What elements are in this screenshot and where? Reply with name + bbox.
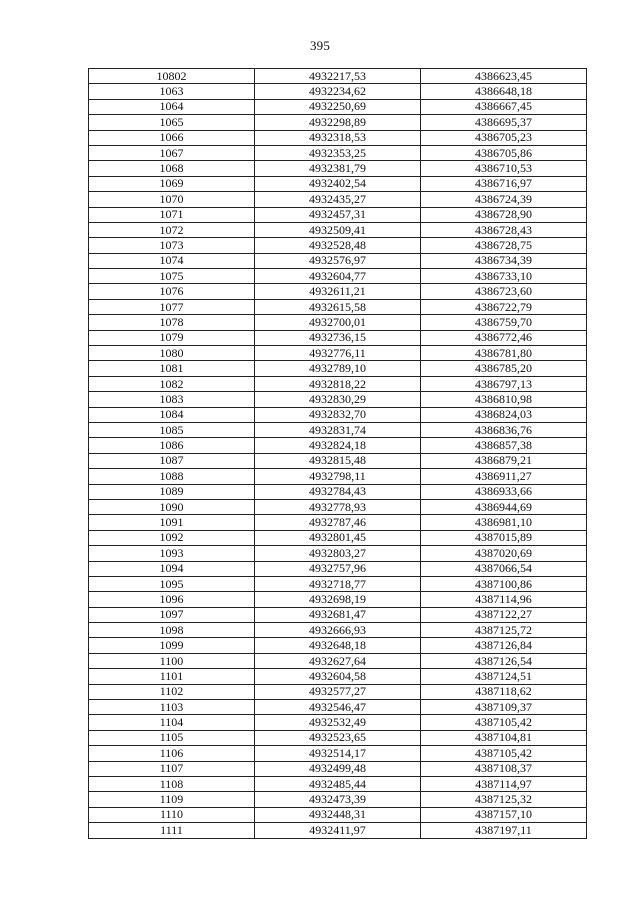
point-number-cell: 1111 [89, 823, 255, 838]
table-row [89, 592, 587, 607]
point-number-cell: 1079 [89, 330, 255, 345]
y-coordinate-cell: 4386667,45 [421, 99, 587, 114]
point-number-cell: 1082 [89, 376, 255, 391]
x-coordinate-cell: 4932577,27 [255, 684, 421, 699]
point-number-cell: 1068 [89, 161, 255, 176]
point-number-cell: 1084 [89, 407, 255, 422]
y-coordinate-cell: 4386710,53 [421, 161, 587, 176]
y-coordinate-cell: 4386981,10 [421, 515, 587, 530]
table-row [89, 761, 587, 776]
table-row [89, 299, 587, 314]
x-coordinate-cell: 4932509,41 [255, 222, 421, 237]
table-row [89, 161, 587, 176]
table-row [89, 361, 587, 376]
point-number-cell: 1063 [89, 84, 255, 99]
table-row [89, 823, 587, 838]
point-number-cell: 1109 [89, 792, 255, 807]
y-coordinate-cell: 4386734,39 [421, 253, 587, 268]
y-coordinate-cell: 4386722,79 [421, 299, 587, 314]
point-number-cell: 1107 [89, 761, 255, 776]
x-coordinate-cell: 4932435,27 [255, 192, 421, 207]
point-number-cell: 1101 [89, 669, 255, 684]
x-coordinate-cell: 4932381,79 [255, 161, 421, 176]
table-row [89, 99, 587, 114]
y-coordinate-cell: 4387066,54 [421, 561, 587, 576]
table-row [89, 792, 587, 807]
point-number-cell: 1097 [89, 607, 255, 622]
point-number-cell: 1110 [89, 807, 255, 822]
coordinates-table-body [89, 69, 587, 839]
y-coordinate-cell: 4387126,54 [421, 653, 587, 668]
table-row [89, 530, 587, 545]
x-coordinate-cell: 4932648,18 [255, 638, 421, 653]
table-row [89, 253, 587, 268]
x-coordinate-cell: 4932831,74 [255, 422, 421, 437]
y-coordinate-cell: 4386705,86 [421, 145, 587, 160]
point-number-cell: 1075 [89, 269, 255, 284]
y-coordinate-cell: 4386836,76 [421, 422, 587, 437]
x-coordinate-cell: 4932815,48 [255, 453, 421, 468]
y-coordinate-cell: 4387015,89 [421, 530, 587, 545]
y-coordinate-cell: 4386695,37 [421, 115, 587, 130]
x-coordinate-cell: 4932611,21 [255, 284, 421, 299]
table-row [89, 484, 587, 499]
table-row [89, 638, 587, 653]
y-coordinate-cell: 4386733,10 [421, 269, 587, 284]
y-coordinate-cell: 4386911,27 [421, 469, 587, 484]
point-number-cell: 1102 [89, 684, 255, 699]
x-coordinate-cell: 4932776,11 [255, 346, 421, 361]
x-coordinate-cell: 4932615,58 [255, 299, 421, 314]
table-row [89, 623, 587, 638]
table-row [89, 669, 587, 684]
y-coordinate-cell: 4386728,43 [421, 222, 587, 237]
x-coordinate-cell: 4932473,39 [255, 792, 421, 807]
point-number-cell: 1083 [89, 392, 255, 407]
x-coordinate-cell: 4932499,48 [255, 761, 421, 776]
table-row [89, 653, 587, 668]
table-row [89, 807, 587, 822]
y-coordinate-cell: 4386728,90 [421, 207, 587, 222]
point-number-cell: 1078 [89, 315, 255, 330]
point-number-cell: 1096 [89, 592, 255, 607]
x-coordinate-cell: 4932250,69 [255, 99, 421, 114]
x-coordinate-cell: 4932448,31 [255, 807, 421, 822]
y-coordinate-cell: 4386785,20 [421, 361, 587, 376]
y-coordinate-cell: 4387105,42 [421, 746, 587, 761]
table-row [89, 130, 587, 145]
point-number-cell: 1104 [89, 715, 255, 730]
table-row [89, 69, 587, 84]
y-coordinate-cell: 4386879,21 [421, 453, 587, 468]
y-coordinate-cell: 4387124,51 [421, 669, 587, 684]
x-coordinate-cell: 4932830,29 [255, 392, 421, 407]
table-row [89, 515, 587, 530]
table-row [89, 376, 587, 391]
table-row [89, 576, 587, 591]
point-number-cell: 1086 [89, 438, 255, 453]
point-number-cell: 1089 [89, 484, 255, 499]
point-number-cell: 1067 [89, 145, 255, 160]
table-row [89, 269, 587, 284]
y-coordinate-cell: 4387114,97 [421, 776, 587, 791]
point-number-cell: 1066 [89, 130, 255, 145]
point-number-cell: 1077 [89, 299, 255, 314]
table-row [89, 730, 587, 745]
point-number-cell: 1108 [89, 776, 255, 791]
y-coordinate-cell: 4386824,03 [421, 407, 587, 422]
y-coordinate-cell: 4386716,97 [421, 176, 587, 191]
point-number-cell: 1065 [89, 115, 255, 130]
x-coordinate-cell: 4932523,65 [255, 730, 421, 745]
table-row [89, 776, 587, 791]
table-row [89, 176, 587, 191]
point-number-cell: 1092 [89, 530, 255, 545]
y-coordinate-cell: 4387020,69 [421, 546, 587, 561]
y-coordinate-cell: 4386772,46 [421, 330, 587, 345]
table-row [89, 84, 587, 99]
point-number-cell: 1099 [89, 638, 255, 653]
y-coordinate-cell: 4386781,80 [421, 346, 587, 361]
y-coordinate-cell: 4387126,84 [421, 638, 587, 653]
table-row [89, 145, 587, 160]
y-coordinate-cell: 4387157,10 [421, 807, 587, 822]
x-coordinate-cell: 4932798,11 [255, 469, 421, 484]
y-coordinate-cell: 4387118,62 [421, 684, 587, 699]
table-row [89, 715, 587, 730]
x-coordinate-cell: 4932666,93 [255, 623, 421, 638]
coordinates-table [88, 68, 587, 839]
point-number-cell: 1100 [89, 653, 255, 668]
y-coordinate-cell: 4387125,72 [421, 623, 587, 638]
x-coordinate-cell: 4932532,49 [255, 715, 421, 730]
x-coordinate-cell: 4932818,22 [255, 376, 421, 391]
x-coordinate-cell: 4932700,01 [255, 315, 421, 330]
x-coordinate-cell: 4932789,10 [255, 361, 421, 376]
table-row [89, 222, 587, 237]
x-coordinate-cell: 4932298,89 [255, 115, 421, 130]
point-number-cell: 1090 [89, 499, 255, 514]
table-row [89, 284, 587, 299]
table-row [89, 453, 587, 468]
page-number: 395 [309, 38, 331, 53]
x-coordinate-cell: 4932681,47 [255, 607, 421, 622]
y-coordinate-cell: 4387197,11 [421, 823, 587, 838]
x-coordinate-cell: 4932485,44 [255, 776, 421, 791]
x-coordinate-cell: 4932234,62 [255, 84, 421, 99]
point-number-cell: 1076 [89, 284, 255, 299]
y-coordinate-cell: 4387122,27 [421, 607, 587, 622]
y-coordinate-cell: 4386728,75 [421, 238, 587, 253]
table-row [89, 207, 587, 222]
x-coordinate-cell: 4932736,15 [255, 330, 421, 345]
y-coordinate-cell: 4387109,37 [421, 700, 587, 715]
point-number-cell: 1071 [89, 207, 255, 222]
x-coordinate-cell: 4932757,96 [255, 561, 421, 576]
point-number-cell: 1095 [89, 576, 255, 591]
point-number-cell: 1072 [89, 222, 255, 237]
point-number-cell: 1080 [89, 346, 255, 361]
table-row [89, 746, 587, 761]
x-coordinate-cell: 4932627,64 [255, 653, 421, 668]
point-number-cell: 1087 [89, 453, 255, 468]
y-coordinate-cell: 4386648,18 [421, 84, 587, 99]
y-coordinate-cell: 4386857,38 [421, 438, 587, 453]
x-coordinate-cell: 4932604,58 [255, 669, 421, 684]
y-coordinate-cell: 4386723,60 [421, 284, 587, 299]
point-number-cell: 10802 [89, 69, 255, 84]
x-coordinate-cell: 4932546,47 [255, 700, 421, 715]
y-coordinate-cell: 4386810,98 [421, 392, 587, 407]
point-number-cell: 1088 [89, 469, 255, 484]
x-coordinate-cell: 4932402,54 [255, 176, 421, 191]
point-number-cell: 1105 [89, 730, 255, 745]
x-coordinate-cell: 4932824,18 [255, 438, 421, 453]
x-coordinate-cell: 4932318,53 [255, 130, 421, 145]
table-row [89, 392, 587, 407]
table-row [89, 700, 587, 715]
table-row [89, 499, 587, 514]
y-coordinate-cell: 4386724,39 [421, 192, 587, 207]
x-coordinate-cell: 4932803,27 [255, 546, 421, 561]
x-coordinate-cell: 4932514,17 [255, 746, 421, 761]
x-coordinate-cell: 4932411,97 [255, 823, 421, 838]
y-coordinate-cell: 4387100,86 [421, 576, 587, 591]
point-number-cell: 1106 [89, 746, 255, 761]
x-coordinate-cell: 4932604,77 [255, 269, 421, 284]
point-number-cell: 1070 [89, 192, 255, 207]
x-coordinate-cell: 4932718,77 [255, 576, 421, 591]
table-row [89, 607, 587, 622]
y-coordinate-cell: 4387108,37 [421, 761, 587, 776]
point-number-cell: 1094 [89, 561, 255, 576]
x-coordinate-cell: 4932787,46 [255, 515, 421, 530]
point-number-cell: 1081 [89, 361, 255, 376]
x-coordinate-cell: 4932528,48 [255, 238, 421, 253]
point-number-cell: 1064 [89, 99, 255, 114]
x-coordinate-cell: 4932698,19 [255, 592, 421, 607]
point-number-cell: 1085 [89, 422, 255, 437]
table-row [89, 422, 587, 437]
x-coordinate-cell: 4932217,53 [255, 69, 421, 84]
y-coordinate-cell: 4387105,42 [421, 715, 587, 730]
y-coordinate-cell: 4386759,70 [421, 315, 587, 330]
x-coordinate-cell: 4932353,25 [255, 145, 421, 160]
table-row [89, 315, 587, 330]
y-coordinate-cell: 4386797,13 [421, 376, 587, 391]
point-number-cell: 1093 [89, 546, 255, 561]
point-number-cell: 1091 [89, 515, 255, 530]
y-coordinate-cell: 4386944,69 [421, 499, 587, 514]
x-coordinate-cell: 4932801,45 [255, 530, 421, 545]
point-number-cell: 1073 [89, 238, 255, 253]
x-coordinate-cell: 4932576,97 [255, 253, 421, 268]
point-number-cell: 1069 [89, 176, 255, 191]
y-coordinate-cell: 4387104,81 [421, 730, 587, 745]
y-coordinate-cell: 4386705,23 [421, 130, 587, 145]
y-coordinate-cell: 4387114,96 [421, 592, 587, 607]
x-coordinate-cell: 4932784,43 [255, 484, 421, 499]
table-row [89, 346, 587, 361]
point-number-cell: 1098 [89, 623, 255, 638]
table-row [89, 438, 587, 453]
table-row [89, 684, 587, 699]
x-coordinate-cell: 4932457,31 [255, 207, 421, 222]
table-row [89, 115, 587, 130]
x-coordinate-cell: 4932832,70 [255, 407, 421, 422]
y-coordinate-cell: 4387125,32 [421, 792, 587, 807]
point-number-cell: 1074 [89, 253, 255, 268]
table-row [89, 238, 587, 253]
table-row [89, 561, 587, 576]
table-row [89, 407, 587, 422]
table-row [89, 469, 587, 484]
table-row [89, 192, 587, 207]
table-row [89, 330, 587, 345]
point-number-cell: 1103 [89, 700, 255, 715]
x-coordinate-cell: 4932778,93 [255, 499, 421, 514]
y-coordinate-cell: 4386623,45 [421, 69, 587, 84]
table-row [89, 546, 587, 561]
y-coordinate-cell: 4386933,66 [421, 484, 587, 499]
